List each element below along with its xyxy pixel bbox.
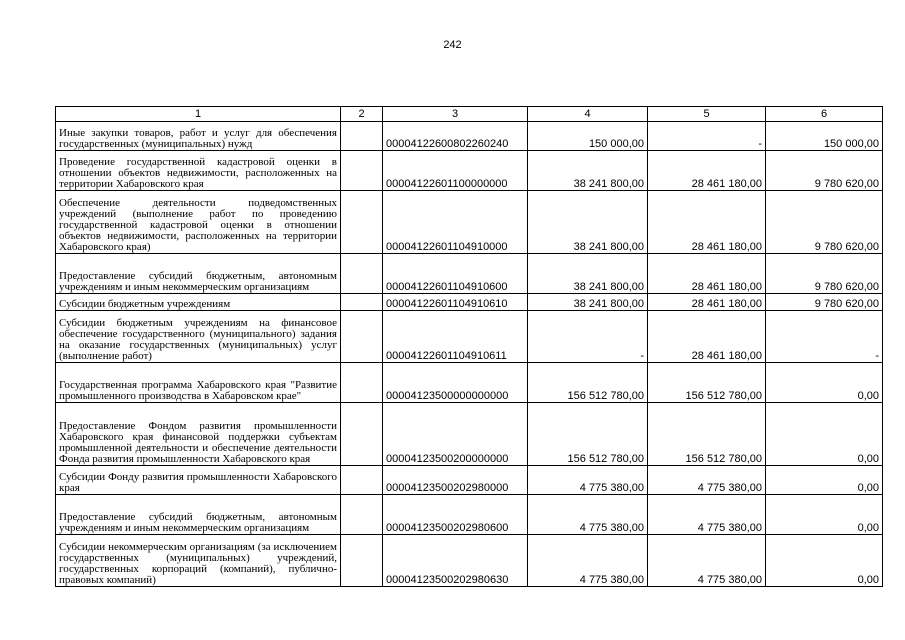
- table-row: [56, 495, 883, 535]
- row-name: Иные закупки товаров, работ и услуг для обеспечения государственных (муниципальных) нужд: [56, 122, 341, 151]
- header-row: [56, 107, 883, 122]
- row-value-6: 9 780 620,00: [766, 191, 883, 254]
- row-value-6: 0,00: [766, 466, 883, 495]
- budget-table: [55, 106, 883, 587]
- row-value-4: 4 775 380,00: [528, 535, 648, 587]
- table-row: [56, 294, 883, 311]
- row-code: 00004122600802260240: [383, 122, 528, 151]
- table-row: [56, 191, 883, 254]
- row-value-6: 150 000,00: [766, 122, 883, 151]
- row-value-6: 0,00: [766, 535, 883, 587]
- row-col2: [341, 466, 383, 495]
- row-name: Предоставление субсидий бюджетным, автономным учреждениям и иным некоммерческим организациям: [56, 254, 341, 294]
- row-value-4: 38 241 800,00: [528, 294, 648, 311]
- row-value-6: 0,00: [766, 403, 883, 466]
- row-value-6: 9 780 620,00: [766, 151, 883, 191]
- table-row: [56, 363, 883, 403]
- row-value-5: 28 461 180,00: [648, 254, 766, 294]
- row-value-6: 9 780 620,00: [766, 254, 883, 294]
- row-value-4: 4 775 380,00: [528, 466, 648, 495]
- row-value-5: 28 461 180,00: [648, 151, 766, 191]
- row-code: 00004122601104910611: [383, 311, 528, 363]
- row-name: Субсидии бюджетным учреждениям на финансовое обеспечение государственного (муниципального) задания на оказание государственных (муниципальных) услуг (выполнение работ): [56, 311, 341, 363]
- row-name: Субсидии Фонду развития промышленности Хабаровского края: [56, 466, 341, 495]
- row-col2: [341, 403, 383, 466]
- row-name: Государственная программа Хабаровского края "Развитие промышленного производства в Хабаровском крае": [56, 363, 341, 403]
- row-value-6: -: [766, 311, 883, 363]
- column-header-3: 3: [383, 107, 528, 122]
- row-name: Субсидии некоммерческим организациям (за исключением государственных (муниципальных) учреждений, государственных корпораций (компаний), публично-правовых компаний): [56, 535, 341, 587]
- column-header-1: 1: [56, 107, 341, 122]
- row-value-4: 156 512 780,00: [528, 363, 648, 403]
- row-value-4: 156 512 780,00: [528, 403, 648, 466]
- row-col2: [341, 294, 383, 311]
- row-name: Предоставление субсидий бюджетным, автономным учреждениям и иным некоммерческим организациям: [56, 495, 341, 535]
- row-col2: [341, 535, 383, 587]
- row-value-5: 156 512 780,00: [648, 403, 766, 466]
- row-col2: [341, 254, 383, 294]
- row-value-4: 38 241 800,00: [528, 151, 648, 191]
- row-name: Субсидии бюджетным учреждениям: [56, 294, 341, 311]
- row-value-5: 4 775 380,00: [648, 535, 766, 587]
- row-value-5: 28 461 180,00: [648, 294, 766, 311]
- page-number: 242: [443, 39, 462, 51]
- column-header-5: 5: [648, 107, 766, 122]
- row-value-5: 28 461 180,00: [648, 191, 766, 254]
- row-name: Обеспечение деятельности подведомственных учреждений (выполнение работ по проведению государственной кадастровой оценки в отношении объектов недвижимости, расположенных на территории Хабаровского края): [56, 191, 341, 254]
- row-code: 00004122601104910610: [383, 294, 528, 311]
- row-code: 00004123500200000000: [383, 403, 528, 466]
- row-code: 00004122601100000000: [383, 151, 528, 191]
- row-name: Предоставление Фондом развития промышленности Хабаровского края финансовой поддержки субъектам промышленной деятельности и обеспечение деятельности Фонда развития промышленности Хабаровского края: [56, 403, 341, 466]
- row-value-5: 4 775 380,00: [648, 495, 766, 535]
- table-row: [56, 151, 883, 191]
- table-row: [56, 254, 883, 294]
- table-row: [56, 311, 883, 363]
- table-row: [56, 122, 883, 151]
- row-value-4: 38 241 800,00: [528, 254, 648, 294]
- row-value-4: 150 000,00: [528, 122, 648, 151]
- row-code: 00004122601104910600: [383, 254, 528, 294]
- row-value-4: 4 775 380,00: [528, 495, 648, 535]
- table-row: [56, 466, 883, 495]
- row-value-4: 38 241 800,00: [528, 191, 648, 254]
- row-col2: [341, 191, 383, 254]
- row-value-5: 156 512 780,00: [648, 363, 766, 403]
- column-header-4: 4: [528, 107, 648, 122]
- row-col2: [341, 122, 383, 151]
- row-value-6: 0,00: [766, 495, 883, 535]
- row-col2: [341, 311, 383, 363]
- row-name: Проведение государственной кадастровой оценки в отношении объектов недвижимости, расположенных на территории Хабаровского края: [56, 151, 341, 191]
- row-code: 00004123500202980600: [383, 495, 528, 535]
- row-col2: [341, 151, 383, 191]
- row-code: 00004122601104910000: [383, 191, 528, 254]
- row-value-6: 9 780 620,00: [766, 294, 883, 311]
- row-code: 00004123500202980000: [383, 466, 528, 495]
- column-header-2: 2: [341, 107, 383, 122]
- row-value-4: -: [528, 311, 648, 363]
- row-value-5: -: [648, 122, 766, 151]
- row-code: 00004123500202980630: [383, 535, 528, 587]
- row-col2: [341, 495, 383, 535]
- column-header-6: 6: [766, 107, 883, 122]
- table-row: [56, 535, 883, 587]
- table-row: [56, 403, 883, 466]
- row-value-5: 28 461 180,00: [648, 311, 766, 363]
- row-code: 00004123500000000000: [383, 363, 528, 403]
- row-value-5: 4 775 380,00: [648, 466, 766, 495]
- row-col2: [341, 363, 383, 403]
- row-value-6: 0,00: [766, 363, 883, 403]
